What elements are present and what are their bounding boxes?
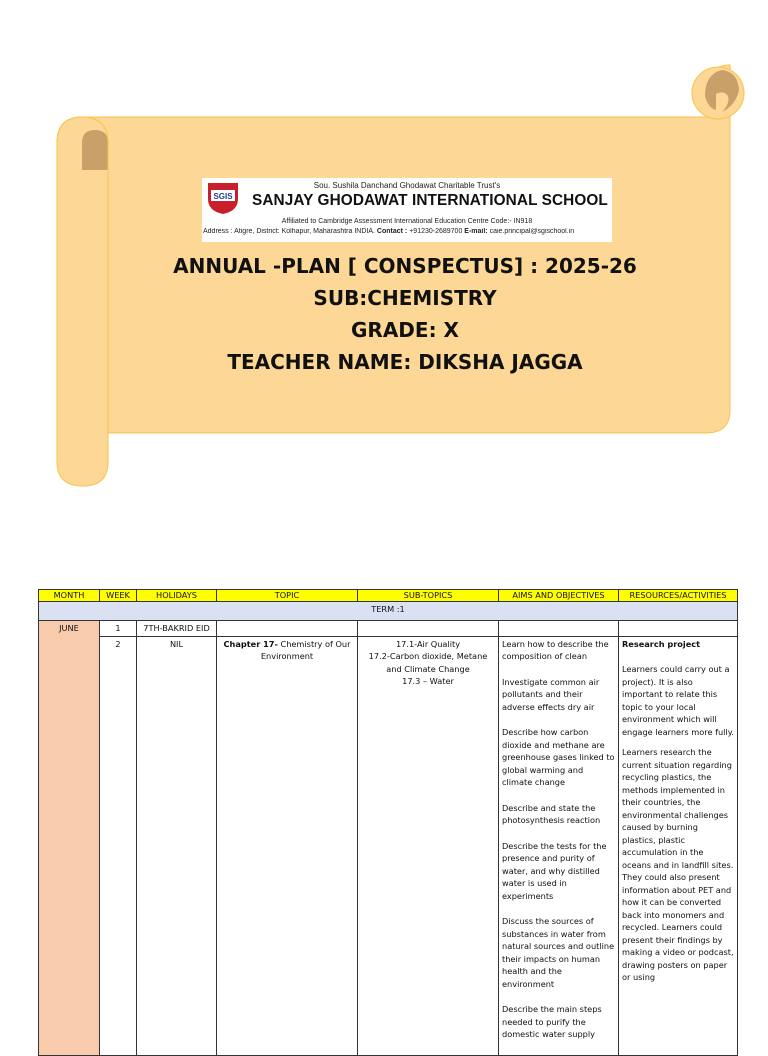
column-header-month: MONTH bbox=[39, 590, 100, 602]
topic-cell bbox=[217, 621, 358, 637]
subject-title: SUB:CHEMISTRY bbox=[313, 286, 497, 310]
column-header-week: WEEK bbox=[100, 590, 137, 602]
column-header-subtopics: SUB-TOPICS bbox=[358, 590, 499, 602]
holiday-cell: 7TH-BAKRID EID bbox=[137, 621, 217, 637]
teacher-title: TEACHER NAME: DIKSHA JAGGA bbox=[227, 350, 583, 374]
term-row bbox=[39, 602, 738, 621]
resources-cell bbox=[619, 621, 738, 637]
aims-cell: Learn how to describe the composition of clean Investigate common air pollutants and their adverse effects dry air Describe how carbon dioxide and methane are greenhouse gases linked to global warming and climate change Describe and state the photosynthesis reaction Describe the tests for the presence and purity of water, and why distilled water is used in experiments Discuss the sources of substances in water from natural sources and outline their impacts on human health and the environment Describe the main steps needed to purify the domestic water supply bbox=[499, 636, 619, 1055]
affiliation-line: Affiliated to Cambridge Assessment International Education Centre Code:- IN918 bbox=[281, 218, 533, 225]
term-label: TERM :1 bbox=[39, 602, 738, 621]
week-cell: 2 bbox=[100, 636, 137, 1055]
subtopic-cell bbox=[358, 621, 499, 637]
table-row bbox=[39, 636, 738, 1055]
column-header-resources: RESOURCES/ACTIVITIES bbox=[619, 590, 738, 602]
table-header-row bbox=[39, 590, 738, 602]
column-header-topic: TOPIC bbox=[217, 590, 358, 602]
column-header-aims: AIMS AND OBJECTIVES bbox=[499, 590, 619, 602]
school-name: SANJAY GHODAWAT INTERNATIONAL SCHOOL bbox=[252, 192, 608, 209]
table-row bbox=[39, 621, 738, 637]
svg-text:SGIS: SGIS bbox=[213, 192, 233, 201]
annual-plan-table bbox=[38, 589, 738, 1056]
trust-name: Sou. Sushila Danchand Ghodawat Charitable Trust's bbox=[313, 181, 501, 190]
plan-titles bbox=[40, 250, 768, 378]
grade-title: GRADE: X bbox=[351, 318, 459, 342]
column-header-holidays: HOLIDAYS bbox=[137, 590, 217, 602]
resources-cell: Research project Learners could carry out a project). It is also important to relate this topic to your local environment which will engage learners more fully. Learners research the current situation regarding recycling plastics, the methods implemented in their countries, the environmental challenges caused by burning plastics, plastic accumulation in the oceans and in landfill sites. They could also present information about PET and how it can be converted back into monomers and recycled. Learners could present their findings by making a video or podcast, drawing posters on paper or using bbox=[619, 636, 738, 1055]
month-cell: JUNE bbox=[39, 621, 100, 1056]
plan-title: ANNUAL -PLAN [ CONSPECTUS] : 2025-26 bbox=[173, 254, 637, 278]
school-letterhead bbox=[202, 178, 612, 242]
week-cell: 1 bbox=[100, 621, 137, 637]
subtopic-cell: 17.1-Air Quality 17.2-Carbon dioxide, Metane and Climate Change 17.3 – Water bbox=[358, 636, 499, 1055]
aims-cell bbox=[499, 621, 619, 637]
topic-cell: Chapter 17- Chemistry of Our Environment bbox=[217, 636, 358, 1055]
address-line: Address : Atigre, District: Kolhapur, Maharashtra INDIA. Contact : +91230-2689700 E-mail: caie.principal@sgischool.in bbox=[203, 228, 575, 235]
holiday-cell: NIL bbox=[137, 636, 217, 1055]
